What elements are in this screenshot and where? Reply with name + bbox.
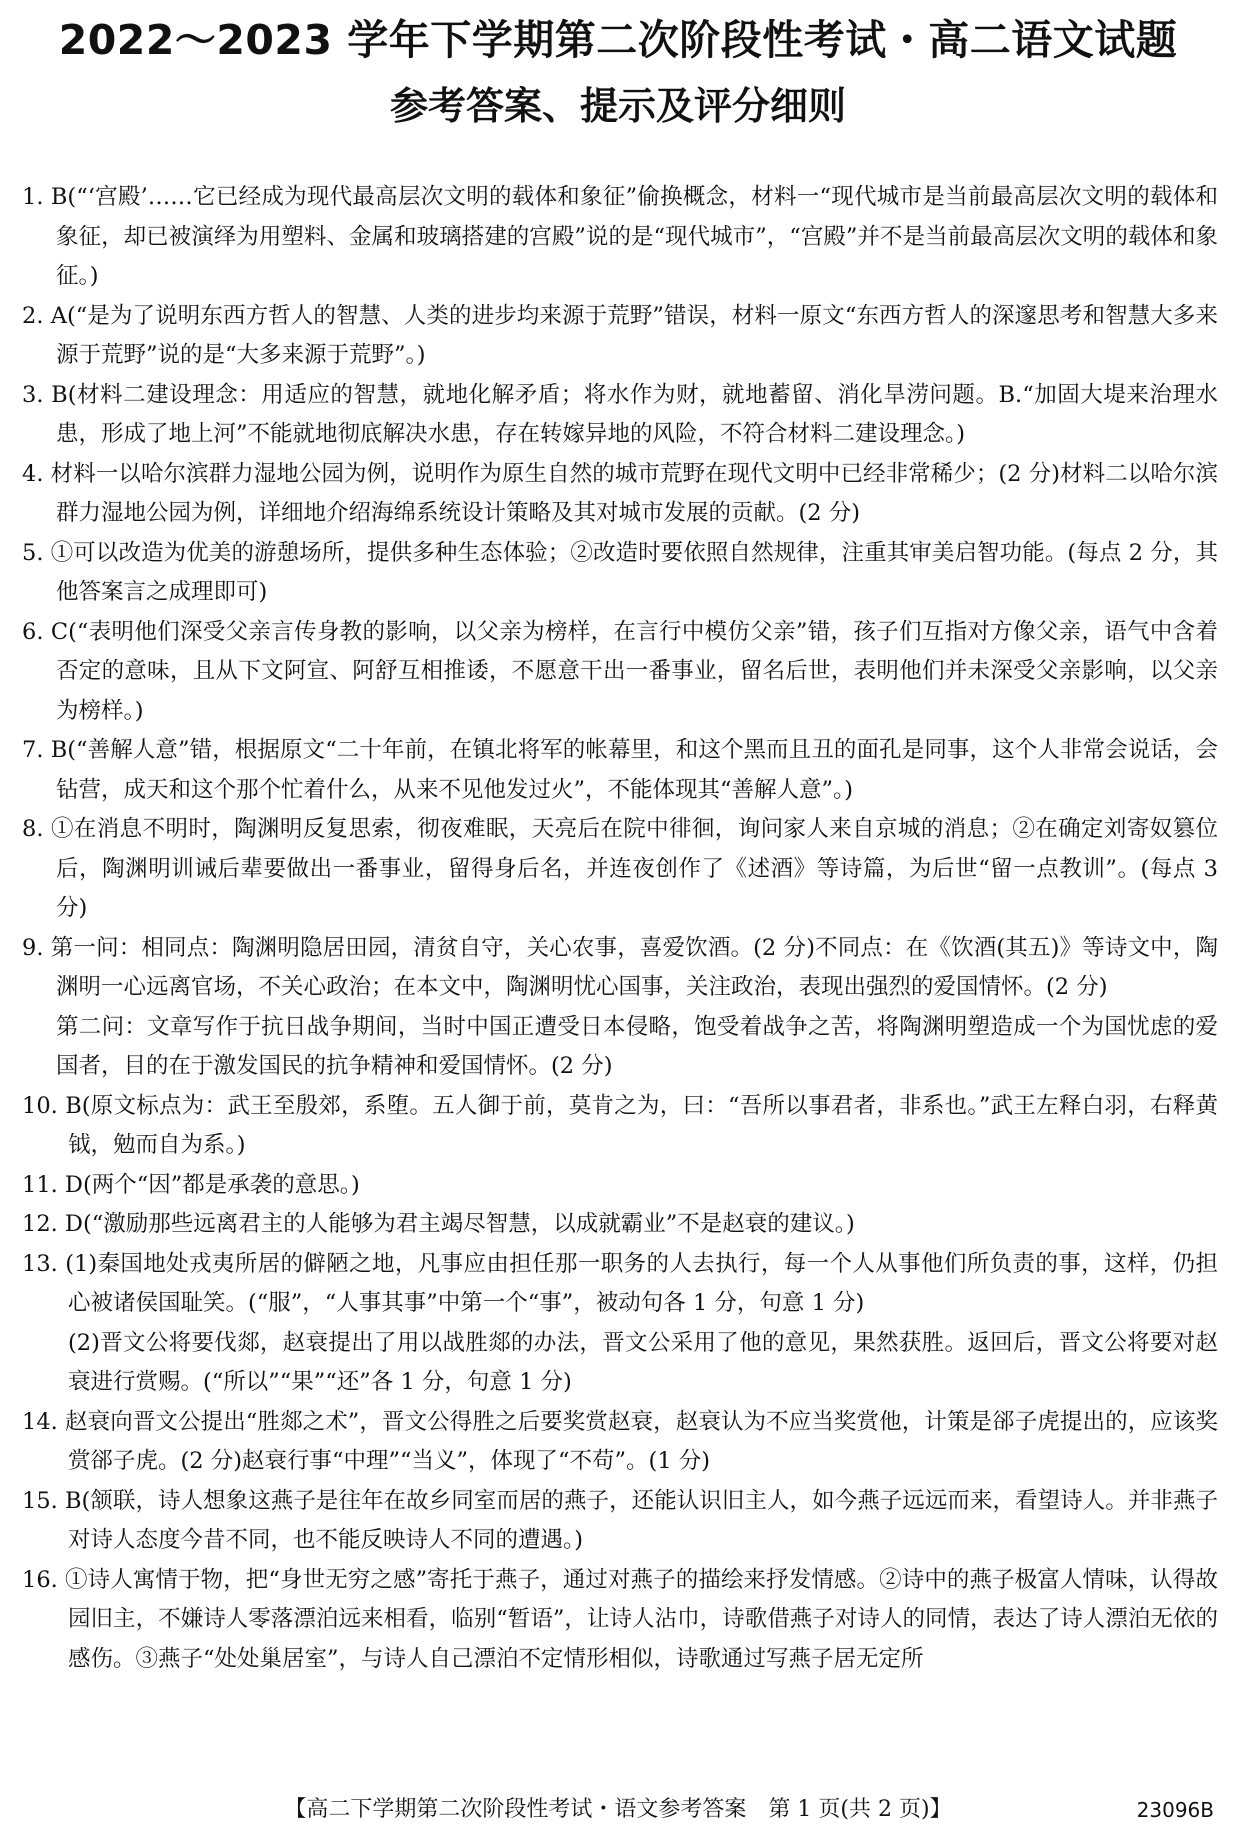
footer-code: 23096B bbox=[1136, 1798, 1214, 1822]
answer-8: 8. ①在消息不明时，陶渊明反复思索，彻夜难眠，天亮后在院中徘徊，询问家人来自京城的消息；②在确定刘寄奴篡位后，陶渊明训诫后辈要做出一番事业，留得身后名，并连夜创作了《述酒》等诗篇，为后世“留一点教训”。(每点 3 分) bbox=[22, 816, 1218, 921]
answer-16: 16. ①诗人寓情于物，把“身世无穷之感”寄托于燕子，通过对燕子的描绘来抒发情感。②诗中的燕子极富人情味，认得故园旧主，不嫌诗人零落漂泊远来相看，临别“暂语”，让诗人沾巾，诗歌借燕子对诗人的同情，表达了诗人漂泊无依的感伤。③燕子“处处巢居室”，与诗人自己漂泊不定情形相似，诗歌通过写燕子居无定所 bbox=[22, 1566, 1218, 1672]
answer-7: 7. B(“善解人意”错，根据原文“二十年前，在镇北将军的帐幕里，和这个黑而且丑的面孔是同事，这个人非常会说话，会钻营，成天和这个那个忙着什么，从来不见他发过火”，不能体现其“善解人意”。) bbox=[22, 737, 1218, 803]
page-title: 2022～2023 学年下学期第二次阶段性考试・高二语文试题 bbox=[58, 16, 1178, 64]
answer-13: 13. (1)秦国地处戎夷所居的僻陋之地，凡事应由担任那一职务的人去执行，每一个人从事他们所负责的事，这样，仍担心被诸侯国耻笑。(“服”，“人事其事”中第一个“事”，被动句各 1 分，句意 1 分) bbox=[22, 1250, 1218, 1316]
answer-list bbox=[22, 178, 1218, 1679]
answer-1: 1. B(“‘宫殿’……它已经成为现代最高层次文明的载体和象征”偷换概念，材料一“现代城市是当前最高层次文明的载体和象征，却已被演绎为用塑料、金属和玻璃搭建的宫殿”说的是“现代城市”，“宫殿”并不是当前最高层次文明的载体和象征。) bbox=[22, 184, 1218, 289]
answer-6: 6. C(“表明他们深受父亲言传身教的影响，以父亲为榜样，在言行中模仿父亲”错，孩子们互指对方像父亲，语气中含着否定的意味，且从下文阿宣、阿舒互相推诿，不愿意干出一番事业，留名后世，表明他们并未深受父亲影响，以父亲为榜样。) bbox=[22, 618, 1218, 724]
answer-15: 15. B(颔联，诗人想象这燕子是往年在故乡同室而居的燕子，还能认识旧主人，如今燕子远远而来，看望诗人。并非燕子对诗人态度今昔不同，也不能反映诗人不同的遭遇。) bbox=[22, 1487, 1218, 1553]
answer-3: 3. B(材料二建设理念：用适应的智慧，就地化解矛盾；将水作为财，就地蓄留、消化旱涝问题。B.“加固大堤来治理水患，形成了地上河”不能就地彻底解决水患，存在转嫁异地的风险，不符合材料二建设理念。) bbox=[22, 381, 1218, 447]
answer-11: 11. D(两个“因”都是承袭的意思。) bbox=[22, 1171, 360, 1198]
page-subtitle: 参考答案、提示及评分细则 bbox=[389, 84, 846, 128]
answer-12: 12. D(“激励那些远离君主的人能够为君主竭尽智慧，以成就霸业”不是赵衰的建议。) bbox=[22, 1211, 855, 1237]
answer-4: 4. 材料一以哈尔滨群力湿地公园为例，说明作为原生自然的城市荒野在现代文明中已经非常稀少；(2 分)材料二以哈尔滨群力湿地公园为例，详细地介绍海绵系统设计策略及其对城市发展的贡献。(2 分) bbox=[22, 460, 1218, 526]
answer-2: 2. A(“是为了说明东西方哲人的智慧、人类的进步均来源于荒野”错误，材料一原文“东西方哲人的深邃思考和智慧大多来源于荒野”说的是“大多来源于荒野”。) bbox=[22, 302, 1218, 368]
footer-page-info: 【高二下学期第二次阶段性考试・语文参考答案 第 1 页(共 2 页)】 bbox=[284, 1797, 952, 1822]
answer-14: 14. 赵衰向晋文公提出“胜郯之术”，晋文公得胜之后要奖赏赵衰，赵衰认为不应当奖赏他，计策是郤子虎提出的，应该奖赏郤子虎。(2 分)赵衰行事“中理”“当义”，体现了“不苟”。(1 分) bbox=[22, 1408, 1218, 1474]
answer-9-part-2: 第二问：文章写作于抗日战争期间，当时中国正遭受日本侵略，饱受着战争之苦，将陶渊明塑造成一个为国忧虑的爱国者，目的在于激发国民的抗争精神和爱国情怀。(2 分) bbox=[56, 1013, 1218, 1079]
answer-10: 10. B(原文标点为：武王至殷郊，系堕。五人御于前，莫肯之为，曰：“吾所以事君者，非系也。”武王左释白羽，右释黄钺，勉而自为系。) bbox=[22, 1092, 1218, 1158]
page-footer bbox=[0, 1794, 1236, 1826]
answer-5: 5. ①可以改造为优美的游憩场所，提供多种生态体验；②改造时要依照自然规律，注重其审美启智功能。(每点 2 分，其他答案言之成理即可) bbox=[22, 539, 1218, 605]
answer-13-part-2: (2)晋文公将要伐郯，赵衰提出了用以战胜郯的办法，晋文公采用了他的意见，果然获胜。返回后，晋文公将要对赵衰进行赏赐。(“所以”“果”“还”各 1 分，句意 1 分) bbox=[68, 1329, 1218, 1395]
answer-9: 9. 第一问：相同点：陶渊明隐居田园，清贫自守，关心农事，喜爱饮酒。(2 分)不同点：在《饮酒(其五)》等诗文中，陶渊明一心远离官场，不关心政治；在本文中，陶渊明忧心国事，关注政治，表现出强烈的爱国情怀。(2 分) bbox=[22, 934, 1218, 1000]
